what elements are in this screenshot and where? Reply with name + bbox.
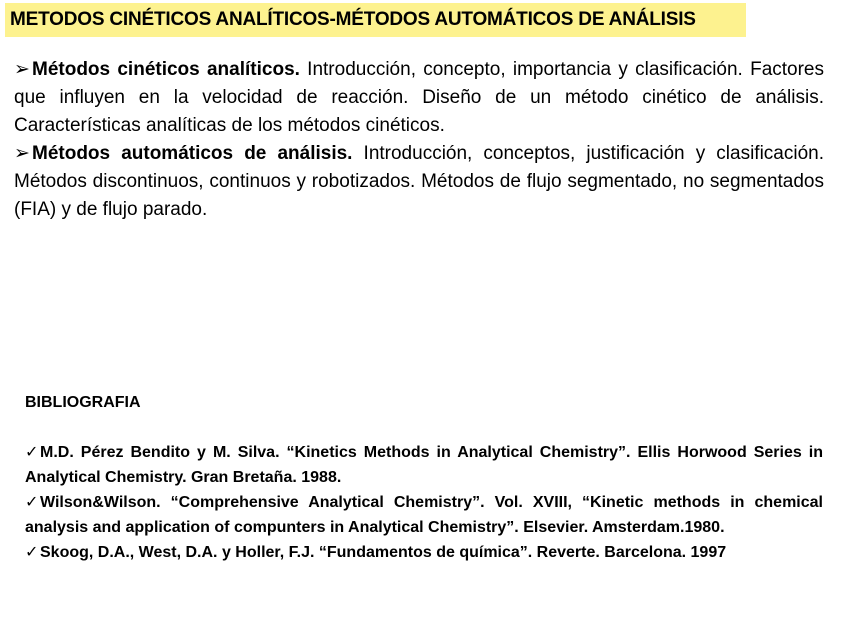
topic-text: Introducción, conceptos, justificación y clasificación. Métodos discontinuos, continuos y robotizados. Métodos de flujo segmentado, no segmentados (FIA) y de flujo parado. [14, 143, 824, 220]
topic-item [14, 56, 824, 140]
topic-text: Introducción, concepto, importancia y clasificación. Factores que influyen en la velocidad de reacción. Diseño de un método cinético de análisis. Características analíticas de los métodos cinéticos. [14, 59, 824, 136]
page-title: METODOS CINÉTICOS ANALÍTICOS-MÉTODOS AUTOMÁTICOS DE ANÁLISIS [10, 9, 696, 30]
bibliography-heading: BIBLIOGRAFIA [25, 394, 141, 411]
checkmark-icon: ✓ [25, 494, 39, 511]
topic-heading: Métodos cinéticos analíticos. [32, 59, 300, 80]
reference-item [25, 440, 823, 490]
arrowhead-icon: ➢ [14, 59, 30, 80]
reference-text: M.D. Pérez Bendito y M. Silva. “Kinetics Methods in Analytical Chemistry”. Ellis Horwood Series in Analytical Chemistry. Gran Bretaña. 1988. [25, 444, 823, 486]
reference-item [25, 490, 823, 540]
topic-list [14, 56, 824, 224]
title-banner [5, 3, 746, 37]
checkmark-icon: ✓ [25, 544, 39, 561]
arrowhead-icon: ➢ [14, 143, 30, 164]
bibliography-section [25, 390, 823, 565]
topic-heading: Métodos automáticos de análisis. [32, 143, 353, 164]
reference-text: Wilson&Wilson. “Comprehensive Analytical Chemistry”. Vol. XVIII, “Kinetic methods in chemical analysis and application of compunters in Analytical Chemistry”. Elsevier. Amsterdam.1980. [25, 494, 823, 536]
checkmark-icon: ✓ [25, 444, 39, 461]
reference-item [25, 540, 823, 565]
topic-item [14, 140, 824, 224]
reference-text: Skoog, D.A., West, D.A. y Holler, F.J. “Fundamentos de química”. Reverte. Barcelona. 1997 [40, 544, 727, 561]
